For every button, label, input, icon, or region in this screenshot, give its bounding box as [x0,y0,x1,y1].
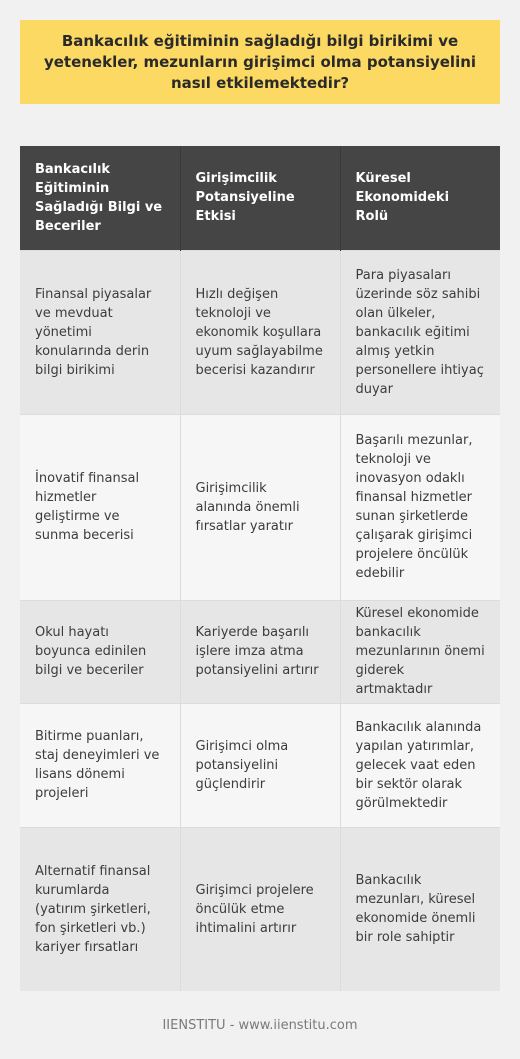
table-header [20,146,500,250]
table-cell: Kariyerde başarılı işlere imza atma potansiyelini artırır [180,600,340,703]
footer-credit: IIENSTITU - www.iienstitu.com [162,1018,358,1033]
table-cell: Girişimci projelere öncülük etme ihtimalini artırır [180,827,340,991]
table-cell: Bitirme puanları, staj deneyimleri ve lisans dönemi projeleri [20,703,180,827]
header-cell-entrepreneurship: Girişimcilik Potansiyeline Etkisi [180,146,340,250]
comparison-table [20,146,500,991]
table-cell: Küresel ekonomide bankacılık mezunlarının önemi giderek artmaktadır [340,600,500,703]
header-cell-global-role: Küresel Ekonomideki Rolü [340,146,500,250]
header-row [20,146,500,250]
table-cell: Okul hayatı boyunca edinilen bilgi ve beceriler [20,600,180,703]
table-row [20,414,500,600]
table-row [20,827,500,991]
table-cell: Başarılı mezunlar, teknoloji ve inovasyon odaklı finansal hizmetler sunan şirketlerde çalışarak girişimci projelere öncülük edebilir [340,414,500,600]
table-cell: Bankacılık mezunları, küresel ekonomide önemli bir role sahiptir [340,827,500,991]
table-cell: Bankacılık alanında yapılan yatırımlar, gelecek vaat eden bir sektör olarak görülmektedir [340,703,500,827]
table-cell: Finansal piyasalar ve mevduat yönetimi konularında derin bilgi birikimi [20,250,180,414]
table-cell: Para piyasaları üzerinde söz sahibi olan ülkeler, bankacılık eğitimi almış yetkin personellere ihtiyaç duyar [340,250,500,414]
table-row [20,703,500,827]
table-cell: İnovatif finansal hizmetler geliştirme ve sunma becerisi [20,414,180,600]
table-row [20,250,500,414]
table-body [20,250,500,991]
table-cell: Girişimci olma potansiyelini güçlendirir [180,703,340,827]
table-cell: Hızlı değişen teknoloji ve ekonomik koşullara uyum sağlayabilme becerisi kazandırır [180,250,340,414]
table-cell: Alternatif finansal kurumlarda (yatırım şirketleri, fon şirketleri vb.) kariyer fırsatları [20,827,180,991]
page-title: Bankacılık eğitiminin sağladığı bilgi birikimi ve yetenekler, mezunların girişimci olma potansiyelini nasıl etkilemektedir? [43,31,477,92]
title-banner [20,20,500,104]
table-row [20,600,500,703]
header-cell-skills: Bankacılık Eğitiminin Sağladığı Bilgi ve Beceriler [20,146,180,250]
table-cell: Girişimcilik alanında önemli fırsatlar yaratır [180,414,340,600]
